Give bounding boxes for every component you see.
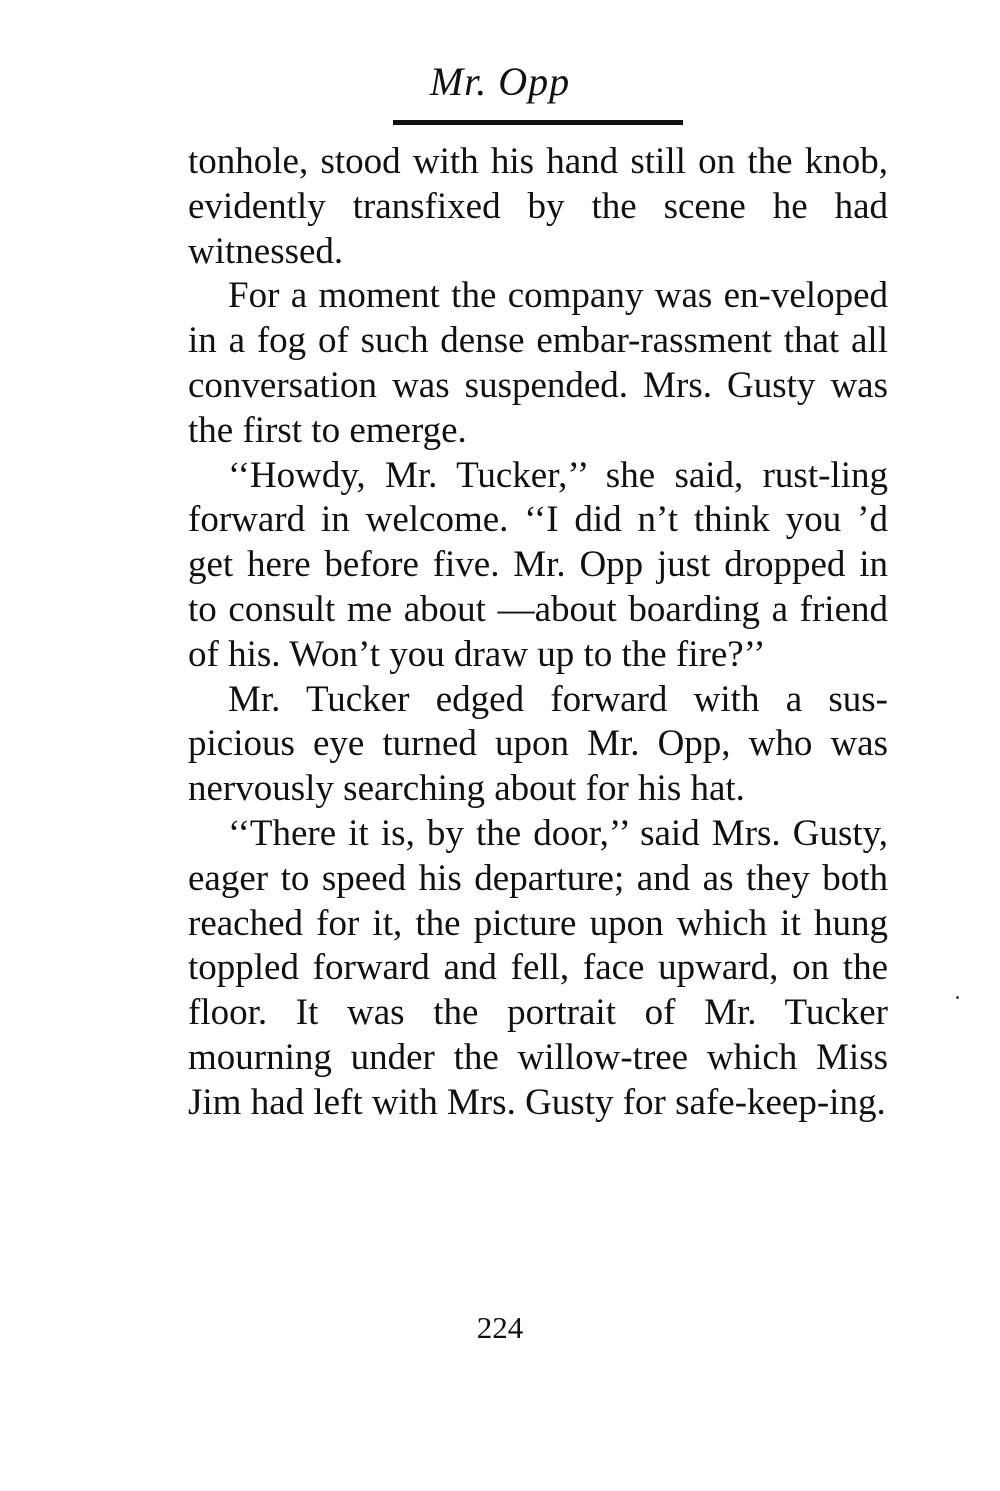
body-text	[188, 140, 888, 1126]
paragraph: For a moment the company was en-veloped in a fog of such dense embar-rassment that all conversation was suspended. Mrs. Gusty was the first to emerge.	[188, 275, 888, 451]
header-rule	[393, 120, 683, 125]
ink-speck	[956, 996, 959, 999]
paragraph-continued: tonhole, stood with his hand still on the knob, evidently transfixed by the scene he had witnessed.	[188, 141, 888, 272]
paragraph: Mr. Tucker edged forward with a sus-picious eye turned upon Mr. Opp, who was nervously searching about for his hat.	[188, 678, 888, 810]
paragraph: ‘‘Howdy, Mr. Tucker,’’ she said, rust-ling forward in welcome. ‘‘I did n’t think you ’d get here before five. Mr. Opp just dropped in to consult me about —about boarding a friend of his. Won’t you draw up to the fire?’’	[188, 454, 888, 675]
page-number: 224	[476, 1310, 524, 1345]
paragraph: ‘‘There it is, by the door,’’ said Mrs. Gusty, eager to speed his departure; and as they both reached for it, the picture upon which it hung toppled forward and fell, face upward, on the floor. It was the portrait of Mr. Tucker mourning under the willow-tree which Miss Jim had left with Mrs. Gusty for safe-keep-ing.	[188, 812, 888, 1123]
running-title: Mr. Opp	[429, 59, 571, 104]
